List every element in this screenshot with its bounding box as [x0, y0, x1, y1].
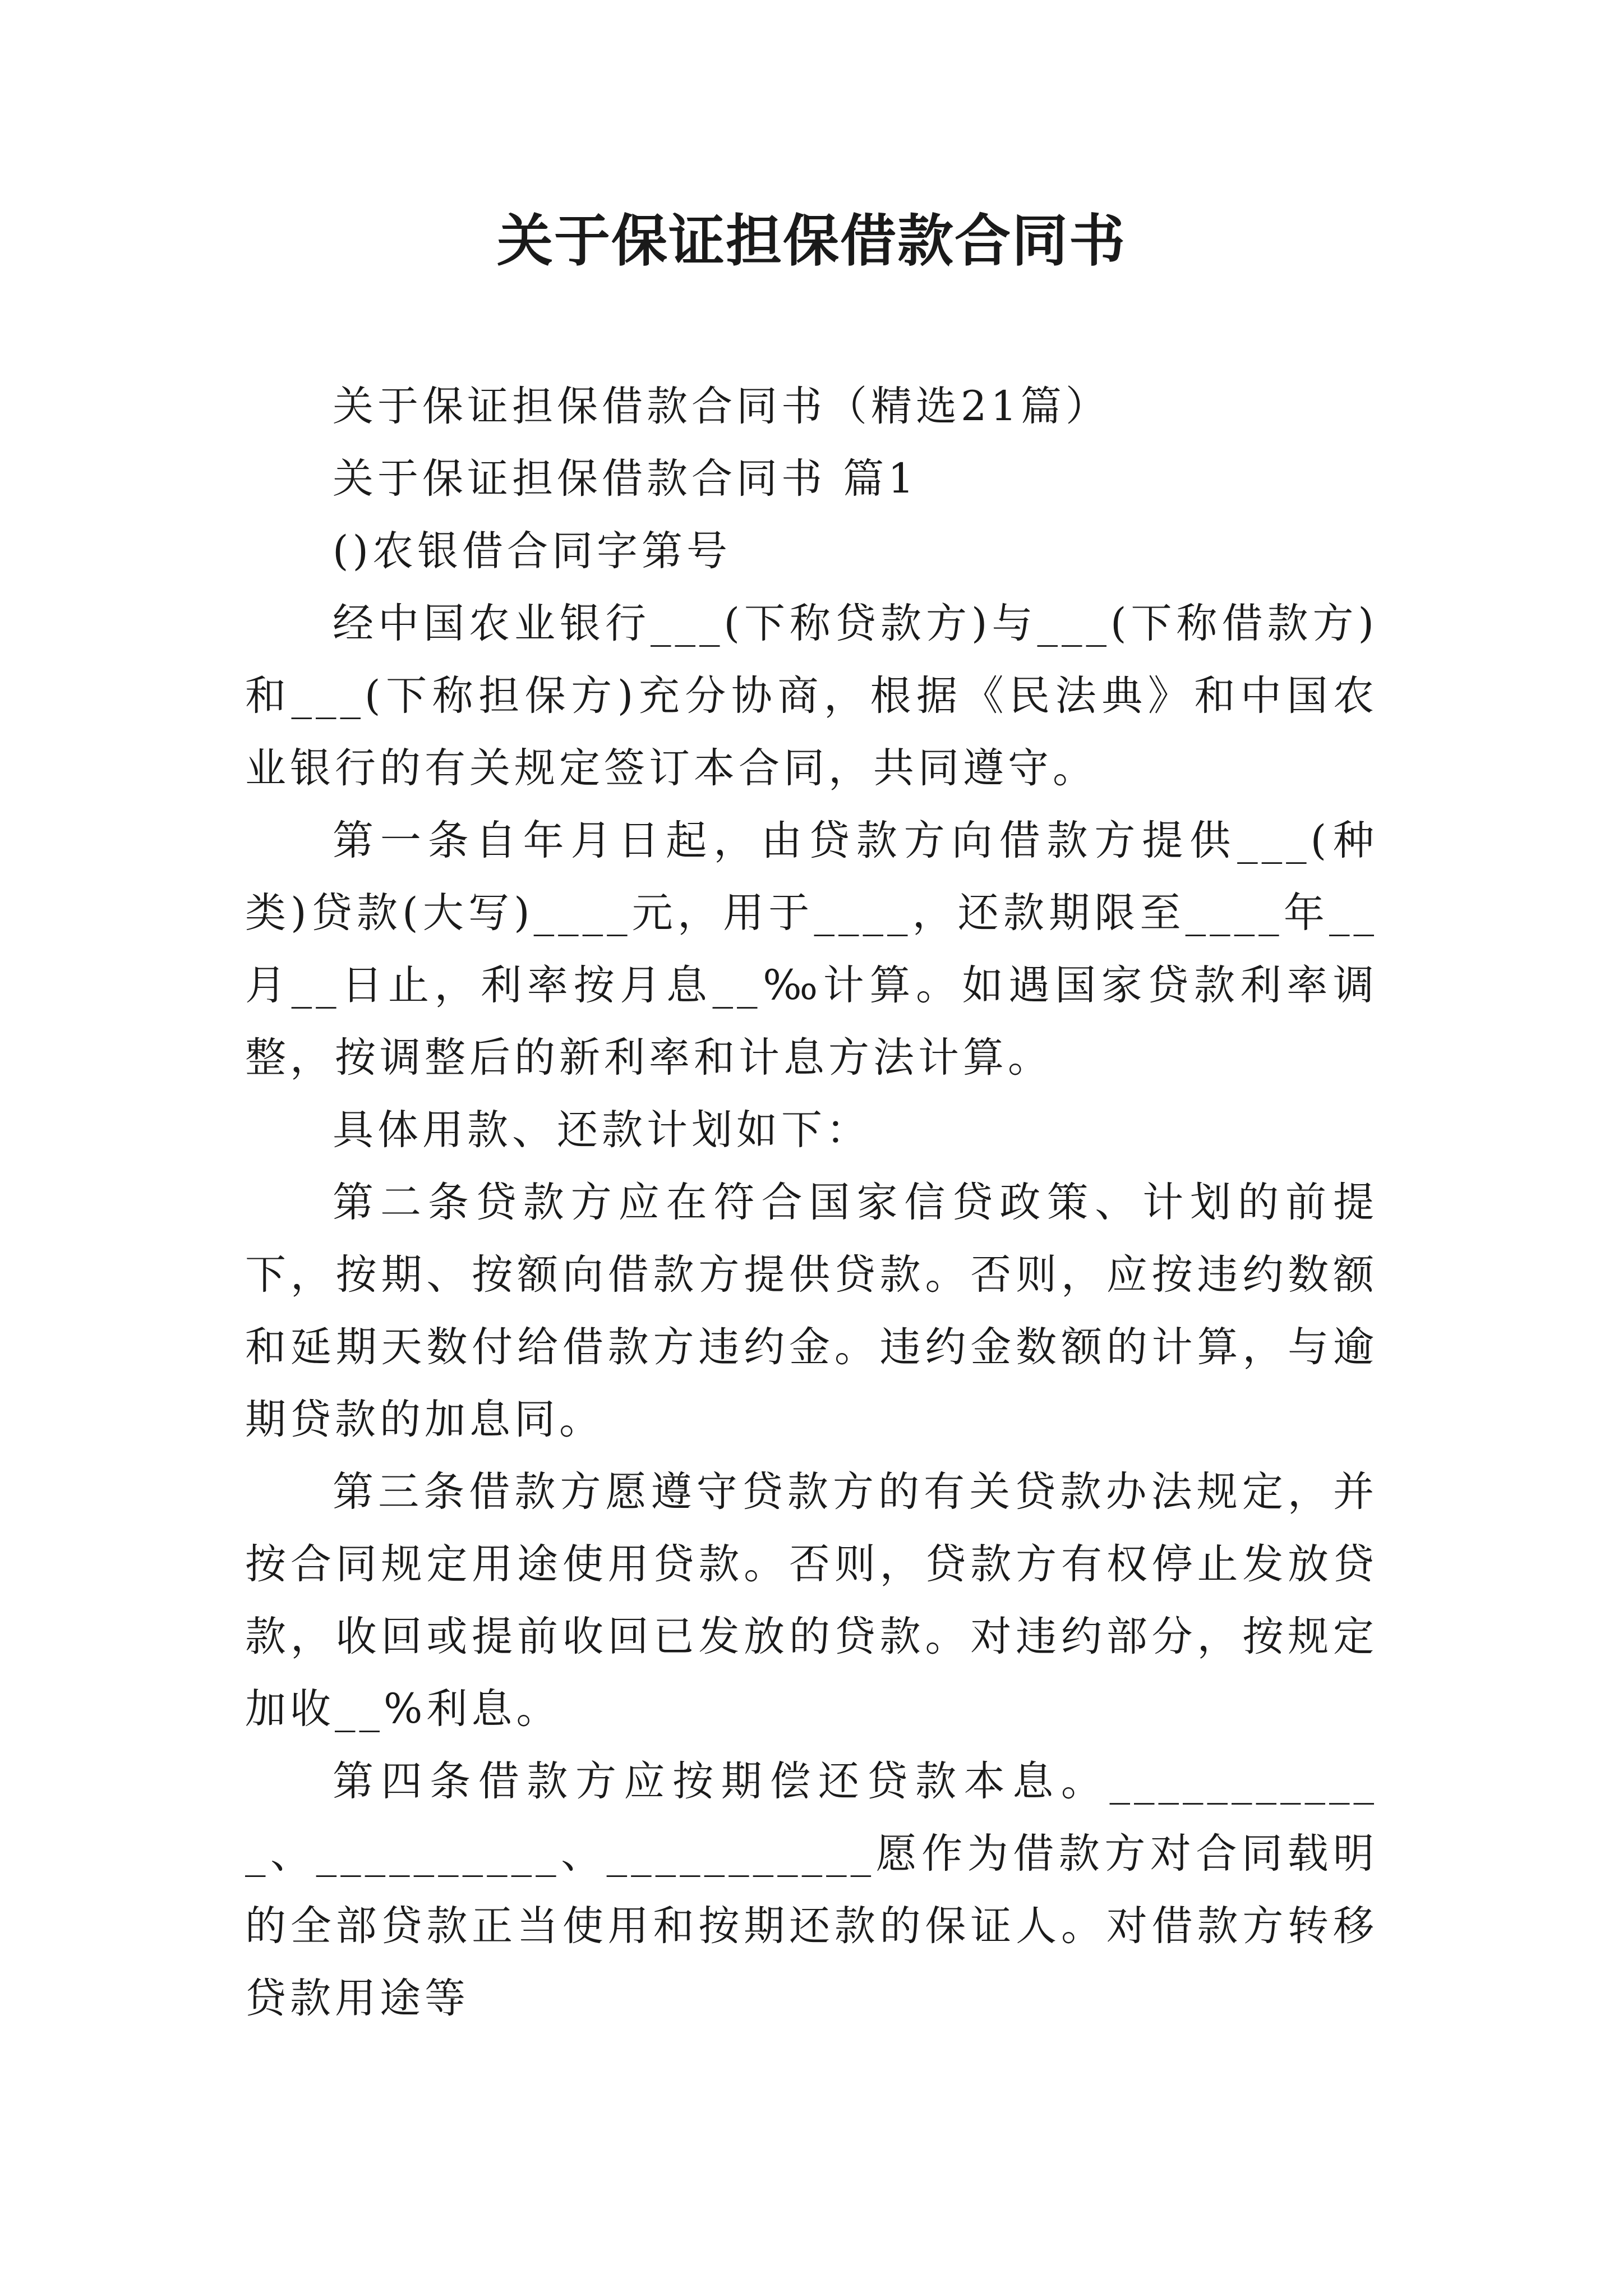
paragraph-article-2: 第二条贷款方应在符合国家信贷政策、计划的前提下，按期、按额向借款方提供贷款。否则，应按违约数额和延期天数付给借款方违约金。违约金数额的计算，与逾期贷款的加息同。: [245, 1179, 1378, 1443]
paragraph-preamble: 经中国农业银行___(下称贷款方)与___(下称借款方)和___(下称担保方)充分协商，根据《民法典》和中国农业银行的有关规定签订本合同，共同遵守。: [245, 600, 1378, 792]
paragraph-contract-number: ()农银借合同字第号: [333, 527, 731, 575]
paragraph-subtitle: 关于保证担保借款合同书（精选21篇）: [333, 383, 1110, 430]
paragraph-section-heading: 关于保证担保借款合同书 篇1: [333, 455, 918, 503]
paragraph-article-4: 第四条借款方应按期偿还贷款本息。____________、__________、___________愿作为借款方对合同载明的全部贷款正当使用和按期还款的保证人。对借款方转移贷款用途等: [245, 1757, 1378, 2022]
document-body: [245, 370, 1378, 2035]
paragraph-article-1: 第一条自年月日起，由贷款方向借款方提供___(种类)贷款(大写)____元，用于____，还款期限至____年__月__日止，利率按月息__‰计算。如遇国家贷款利率调整，按调整后的新利率和计息方法计算。: [245, 817, 1378, 1082]
paragraph-article-3: 第三条借款方愿遵守贷款方的有关贷款办法规定，并按合同规定用途使用贷款。否则，贷款方有权停止发放贷款，收回或提前收回已发放的贷款。对违约部分，按规定加收__%利息。: [245, 1468, 1378, 1733]
document-title: 关于保证担保借款合同书: [497, 208, 1126, 274]
paragraph-repayment-plan: 具体用款、还款计划如下：: [333, 1106, 871, 1154]
